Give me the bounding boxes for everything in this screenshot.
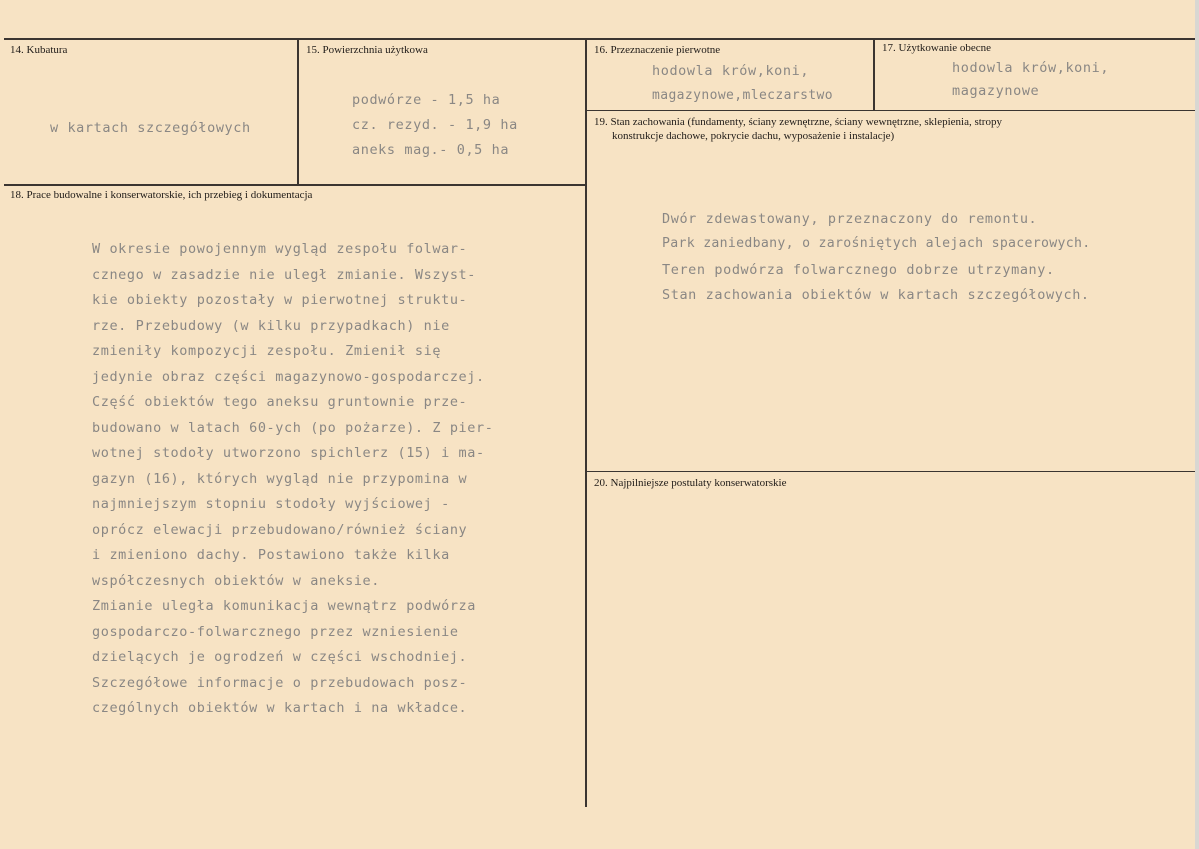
field-18-line: wotnej stodoły utworzono spichlerz (15) i ma- <box>92 445 485 461</box>
field-19-label-line-2: konstrukcje dachowe, pokrycie dachu, wyposażenie i instalacje) <box>612 130 895 142</box>
field-18-line: cznego w zasadzie nie uległ zmianie. Wszyst- <box>92 266 477 283</box>
field-18-line: gazyn (16), których wygląd nie przypomina w <box>92 470 468 487</box>
field-18-line: W okresie powojennym wygląd zespołu folwar- <box>92 241 468 257</box>
field-18-line: i zmieniono dachy. Postawiono także kilka <box>92 547 450 563</box>
field-15-line-2: cz. rezyd. - 1,9 ha <box>352 117 518 133</box>
field-19-line-3: Teren podwórza folwarcznego dobrze utrzymany. <box>662 262 1055 278</box>
card-edge <box>1195 0 1199 849</box>
field-18-line: najmniejszym stopniu stodoły wyjściowej - <box>92 496 450 512</box>
field-14-label: 14. Kubatura <box>10 44 68 56</box>
field-18-line: rze. Przebudowy (w kilku przypadkach) nie <box>92 317 450 334</box>
field-18-line: czególnych obiektów w kartach i na wkładce. <box>92 700 468 716</box>
field-18-line: gospodarczo-folwarcznego przez wzniesienie <box>92 623 459 640</box>
divider-row-1-left <box>4 184 586 186</box>
field-20-label: 20. Najpilniejsze postulaty konserwatorskie <box>594 477 787 489</box>
field-17-line-2: magazynowe <box>952 83 1040 99</box>
field-18-line: Część obiektów tego aneksu gruntownie prze- <box>92 394 468 410</box>
field-17-label: 17. Użytkowanie obecne <box>882 42 992 54</box>
field-18-line: kie obiekty pozostały w pierwotnej struktu- <box>92 292 468 308</box>
field-19-line-4: Stan zachowania obiektów w kartach szczegółowych. <box>662 287 1090 303</box>
field-18-line: zmieniły kompozycji zespołu. Zmienił się <box>92 343 442 359</box>
field-16-line-2: magazynowe,mleczarstwo <box>652 88 833 103</box>
divider-16-17-19 <box>586 110 1196 111</box>
field-18-text <box>92 237 493 722</box>
divider-left-right <box>585 39 587 807</box>
field-18-line: dzielących je ogrodzeń w części wschodniej. <box>92 649 468 665</box>
field-17-line-1: hodowla krów,koni, <box>952 60 1110 76</box>
field-14-value: w kartach szczegółowych <box>50 120 251 136</box>
field-18-line: oprócz elewacji przebudowano/również ściany <box>92 521 468 538</box>
field-18-line: współczesnych obiektów w aneksie. <box>92 572 381 589</box>
field-19-line-2: Park zaniedbany, o zarośniętych alejach spacerowych. <box>662 236 1091 251</box>
field-18-line: jedynie obraz części magazynowo-gospodarczej. <box>92 368 485 385</box>
field-18-line: budowano w latach 60-ych (po pożarze). Z pier- <box>92 419 494 436</box>
field-18-label: 18. Prace budowalne i konserwatorskie, ich przebieg i dokumentacja <box>10 189 313 201</box>
field-16-line-1: hodowla krów,koni, <box>652 63 810 79</box>
divider-19-20 <box>586 471 1196 472</box>
field-19-label-line-1: 19. Stan zachowania (fundamenty, ściany zewnętrzne, ściany wewnętrzne, sklepienia, stropy <box>594 116 1002 128</box>
field-16-label: 16. Przeznaczenie pierwotne <box>594 44 721 56</box>
field-18-line: Szczegółowe informacje o przebudowach posz- <box>92 674 468 691</box>
top-border-line <box>4 38 1196 40</box>
divider-14-15 <box>297 39 299 185</box>
divider-16-17 <box>873 39 875 111</box>
field-19-line-1: Dwór zdewastowany, przeznaczony do remontu. <box>662 211 1038 227</box>
field-15-line-1: podwórze - 1,5 ha <box>352 92 501 108</box>
field-18-line: Zmianie uległa komunikacja wewnątrz podwórza <box>92 598 477 614</box>
field-15-label: 15. Powierzchnia użytkowa <box>306 44 428 56</box>
field-15-line-3: aneks mag.- 0,5 ha <box>352 142 510 158</box>
